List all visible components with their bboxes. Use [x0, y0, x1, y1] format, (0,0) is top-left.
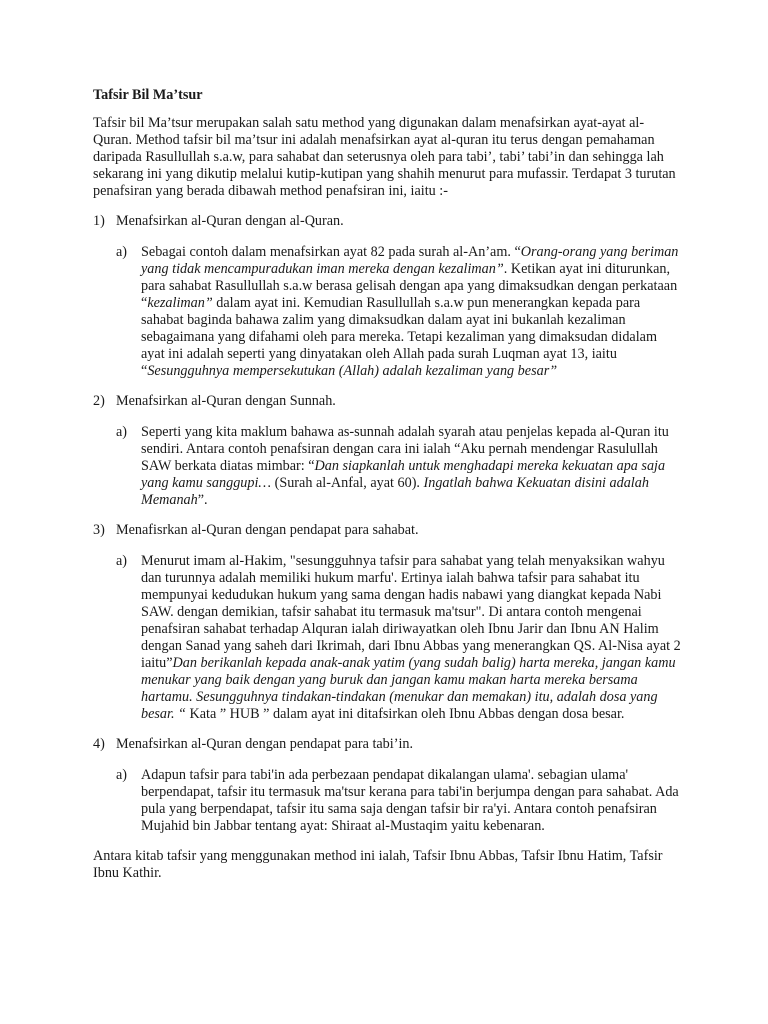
list-heading: Menafsirkan al-Quran dengan al-Quran.	[116, 213, 344, 229]
document-title: Tafsir Bil Ma’tsur	[93, 87, 203, 103]
sub-letter: a)	[116, 244, 128, 260]
sub-item	[116, 767, 682, 835]
text-run: ”.	[197, 492, 208, 508]
quote-run: Dan siapkanlah untuk menghadapi mereka kekuatan apa saja yang kamu sanggupi…	[141, 458, 666, 491]
closing-paragraph: Antara kitab tafsir yang menggunakan method ini ialah, Tafsir Ibnu Abbas, Tafsir Ibnu Hatim, Tafsir Ibnu Kathir.	[93, 848, 663, 881]
list-heading: Menafsirkan al-Quran dengan Sunnah.	[116, 393, 336, 409]
sub-letter: a)	[116, 553, 128, 569]
sub-item	[116, 244, 682, 380]
sub-letter: a)	[116, 424, 128, 440]
text-run: Kata ” HUB ” dalam ayat ini ditafsirkan oleh Ibnu Abbas dengan dosa besar.	[185, 706, 625, 722]
text-run: Menurut imam al-Hakim, "sesungguhnya tafsir para sahabat yang telah menyaksikan wahyu dan turunnya adalah memiliki hukum marfu'. Ertinya ialah bahwa tafsir para sahabat itu mempunyai kedudukan hukum yang sama dengan hadis nabawi yang diangkat kepada Nabi SAW. dengan demikian, tafsir sahabat itu termasuk ma'tsur". Di antara contoh mengenai penafsiran sahabat terhadap Alquran ialah diriwayatkan oleh Ibnu Jarir dan Ibnu AN Halim dengan Sanad yang saheh dari Ikrimah, dari Ibnu Abbas yang menerangkan QS. Al-Nisa ayat 2 iaitu”	[141, 553, 681, 671]
list-number: 1)	[93, 213, 105, 229]
text-run: (Surah al-Anfal, ayat 60).	[271, 475, 424, 491]
list-item	[93, 213, 682, 380]
list-number: 3)	[93, 522, 105, 538]
sub-paragraph	[141, 553, 682, 723]
list-heading: Menafsirkan al-Quran dengan pendapat para tabi’in.	[116, 736, 414, 752]
list-number: 4)	[93, 736, 105, 752]
list-item	[93, 736, 682, 835]
list-item	[93, 522, 682, 723]
quote-run: Dan berikanlah kepada anak-anak yatim (yang sudah balig) harta mereka, jangan kamu menukar yang baik dengan yang buruk dan jangan kamu makan harta mereka bersama hartamu. Sesungguhnya tindakan-tindakan (menukar dan memakan) itu, adalah dosa yang besar. “	[141, 655, 676, 722]
sub-item	[116, 424, 682, 509]
sub-letter: a)	[116, 767, 128, 783]
quote-run: Orang-orang yang beriman yang tidak mencampuradukan iman mereka dengan kezaliman”	[141, 244, 679, 277]
sub-paragraph: Adapun tafsir para tabi'in ada perbezaan pendapat dikalangan ulama'. sebagian ulama' berpendapat, tafsir itu termasuk ma'tsur kerana para tabi'in berjumpa dengan para sahabat. Ada pula yang berpendapat, tafsir itu sama saja dengan tafsir bir ra'yi. Antara contoh penafsiran Mujahid bin Jabbar tentang ayat: Shiraat al-Mustaqim yaitu kebenaran.	[141, 767, 679, 834]
text-run: . Ketikan ayat ini diturunkan, para sahabat Rasullullah s.a.w berasa gelisah dengan apa yang dimaksudkan dengan perkataan “	[141, 261, 678, 311]
sub-paragraph	[141, 424, 682, 509]
intro-paragraph: Tafsir bil Ma’tsur merupakan salah satu method yang digunakan dalam menafsirkan ayat-ayat al-Quran. Method tafsir bil ma’tsur ini adalah menafsirkan ayat al-quran itu terus dengan pemahaman daripada Rasullullah s.a.w, para sahabat dan seterusnya oleh para tabi’, tabi’ tabi’in dan sehingga lah sekarang ini yang dikutip melalui kutip-kutipan yang shahih menurut para mufassir. Terdapat 3 turutan penafsiran yang berada dibawah method penafsiran ini, iaitu :-	[93, 115, 676, 199]
text-run: Sebagai contoh dalam menafsirkan ayat 82 pada surah al-An’am. “	[141, 244, 521, 260]
quote-run: Ingatlah bahwa Kekuatan disini adalah Memanah	[141, 475, 649, 508]
list-heading: Menafisrkan al-Quran dengan pendapat para sahabat.	[116, 522, 419, 538]
sub-item	[116, 553, 682, 723]
text-run: dalam ayat ini. Kemudian Rasullullah s.a.w pun menerangkan kepada para sahabat baginda bahawa zalim yang dimaksudkan dalam ayat ini bukanlah kezaliman sebagaimana yang difahami oleh para mereka. Tetapi kezaliman yang dimaksudan didalam ayat ini adalah seperti yang dinyatakan oleh Allah pada surah Luqman ayat 13, iaitu “	[141, 295, 657, 379]
quote-run: kezaliman”	[147, 295, 213, 311]
list-number: 2)	[93, 393, 105, 409]
text-run: Seperti yang kita maklum bahawa as-sunnah adalah syarah atau penjelas kepada al-Quran itu sendiri. Antara contoh penafsiran dengan cara ini ialah “Aku pernah mendengar Rasulullah SAW berkata diatas mimbar: “	[141, 424, 669, 474]
quote-run: Sesungguhnya mempersekutukan (Allah) adalah kezaliman yang besar”	[147, 363, 558, 379]
sub-paragraph	[141, 244, 682, 380]
list-item	[93, 393, 682, 509]
